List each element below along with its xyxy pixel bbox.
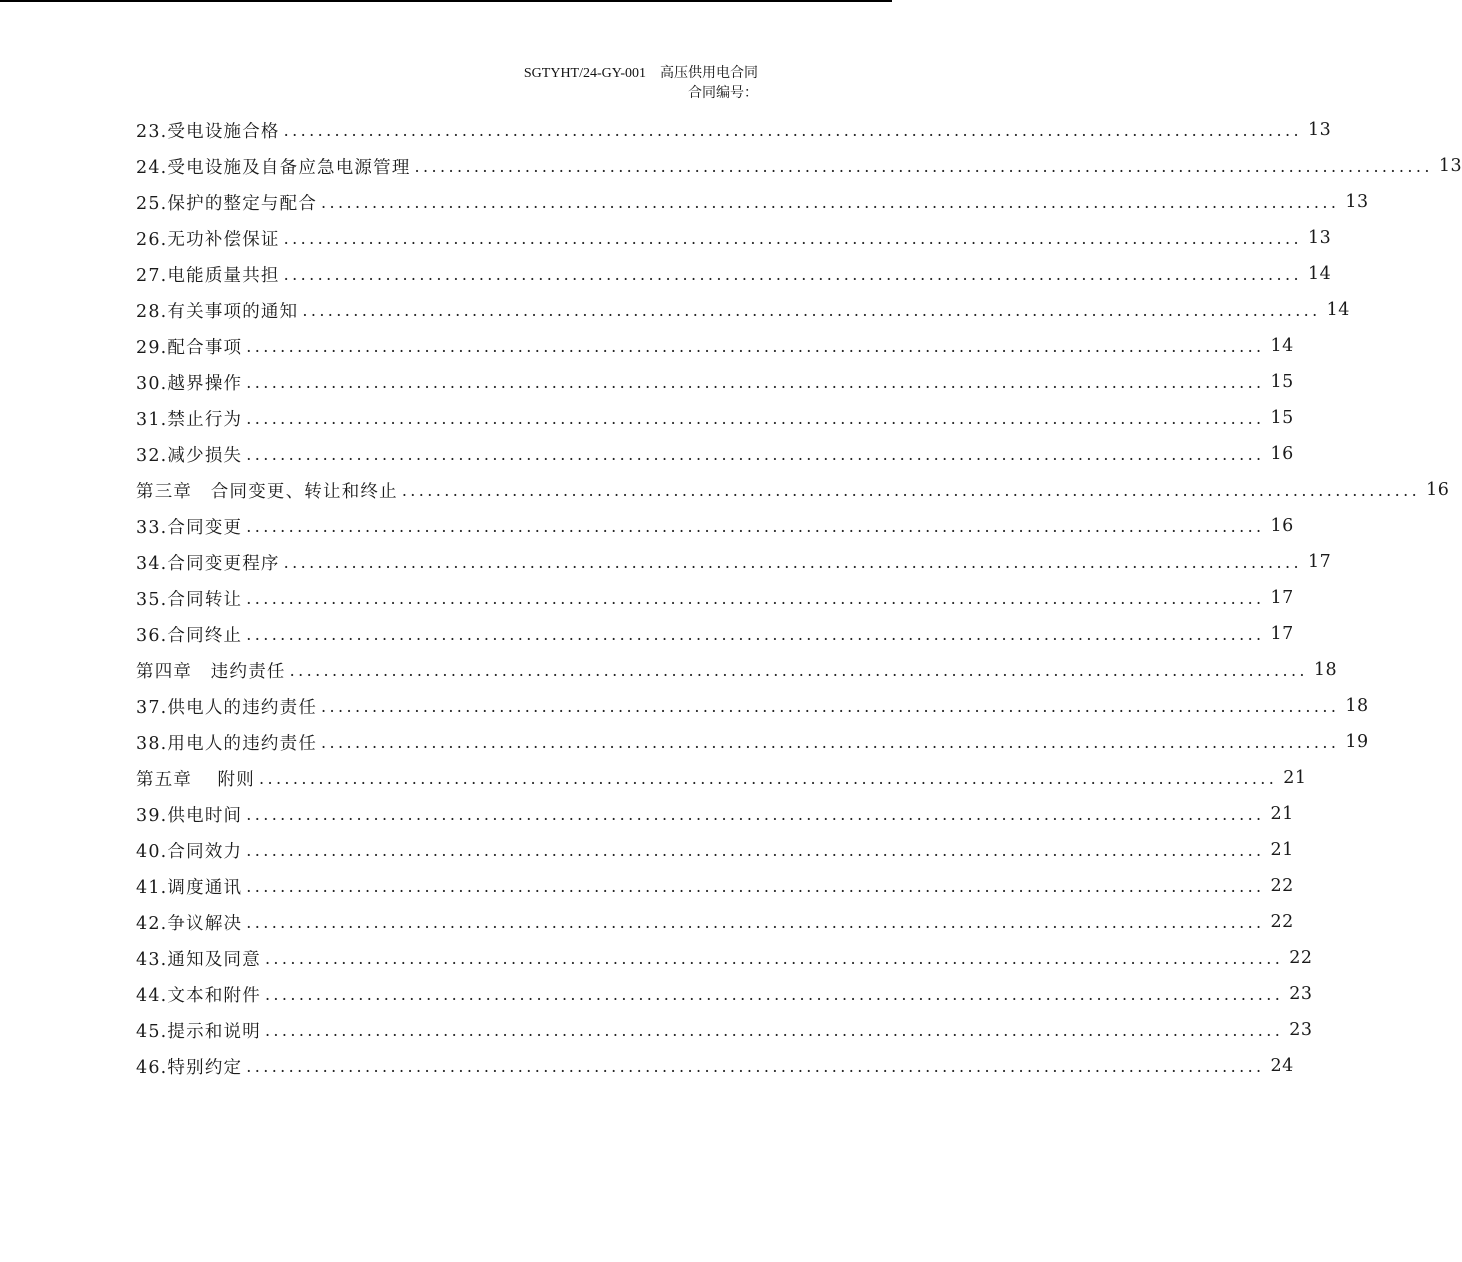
toc-entry-page: 17 [1270, 588, 1294, 608]
toc-entry-label: 42.争议解决 [136, 913, 243, 934]
toc-entry-page: 13 [1345, 192, 1369, 212]
toc-entry-label: 25.保护的整定与配合 [136, 193, 318, 214]
toc-chapter-entry[interactable] [136, 472, 1450, 508]
toc-entry-page: 22 [1289, 948, 1313, 968]
toc-entry-page: 21 [1270, 804, 1294, 824]
toc-entry-label: 31.禁止行为 [136, 409, 243, 430]
toc-entry-page: 17 [1270, 624, 1294, 644]
toc-entry[interactable] [136, 400, 1294, 436]
toc-entry-page: 14 [1326, 300, 1350, 320]
toc-entry-label: 38.用电人的违约责任 [136, 733, 318, 754]
toc-entry-page: 13 [1307, 228, 1332, 248]
toc-entry[interactable] [136, 688, 1369, 724]
toc-entry-label: 30.越界操作 [136, 373, 243, 394]
toc-entry-label: 43.通知及同意 [136, 949, 261, 970]
toc-entry-page: 23 [1289, 984, 1313, 1004]
toc-entry[interactable] [136, 976, 1313, 1012]
toc-entry[interactable] [136, 580, 1294, 616]
toc-entry-label: 40.合同效力 [136, 841, 243, 862]
contract-number-label: 合同编号： [688, 86, 758, 101]
toc-entry-label: 26.无功补偿保证 [136, 229, 280, 250]
toc-entry-page: 14 [1270, 336, 1294, 356]
dot-leader: ........................................................................................................................ [246, 624, 1265, 644]
toc-entry-page: 16 [1270, 516, 1294, 536]
toc-entry-page: 13 [1438, 156, 1462, 176]
toc-entry[interactable] [136, 508, 1294, 544]
toc-entry[interactable] [136, 1012, 1313, 1048]
toc-entry[interactable] [136, 328, 1294, 364]
toc-entry-page: 18 [1345, 696, 1369, 716]
dot-leader: ........................................................................................................................ [264, 948, 1284, 968]
toc-entry-label: 34.合同变更程序 [136, 553, 280, 574]
dot-leader: ........................................................................................................................ [246, 372, 1265, 392]
dot-leader: ........................................................................................................................ [246, 1056, 1265, 1076]
dot-leader: ........................................................................................................................ [246, 840, 1265, 860]
toc-entry-label: 32.减少损失 [136, 445, 243, 466]
toc-entry-label: 41.调度通讯 [136, 877, 243, 898]
toc-entry-page: 17 [1307, 552, 1332, 572]
page-header [524, 64, 758, 104]
dot-leader: ........................................................................................................................ [414, 156, 1433, 176]
toc-entry-label: 23.受电设施合格 [136, 121, 280, 142]
dot-leader: ........................................................................................................................ [246, 876, 1265, 896]
toc-entry-page: 18 [1313, 660, 1338, 680]
toc-entry[interactable] [136, 364, 1294, 400]
toc-entry-label: 27.电能质量共担 [136, 265, 280, 286]
header-title-row [524, 64, 758, 84]
dot-leader: ........................................................................................................................ [321, 696, 1340, 716]
toc-entry-page: 23 [1289, 1020, 1313, 1040]
toc-entry[interactable] [136, 796, 1294, 832]
toc-entry-page: 22 [1270, 876, 1294, 896]
toc-entry-label: 33.合同变更 [136, 517, 243, 538]
toc-entry-page: 22 [1270, 912, 1294, 932]
dot-leader: ........................................................................................................................ [401, 480, 1421, 500]
dot-leader: ........................................................................................................................ [283, 228, 1302, 248]
dot-leader: ........................................................................................................................ [283, 120, 1302, 140]
dot-leader: ........................................................................................................................ [289, 660, 1308, 680]
toc-entry[interactable] [136, 1048, 1294, 1084]
toc-entry[interactable] [136, 940, 1313, 976]
toc-entry-page: 14 [1307, 264, 1332, 284]
toc-entry[interactable] [136, 436, 1294, 472]
toc-entry-label: 36.合同终止 [136, 625, 243, 646]
toc-chapter-label: 第五章 附则 [136, 769, 255, 790]
toc-entry[interactable] [136, 544, 1332, 580]
dot-leader: ........................................................................................................................ [302, 300, 1321, 320]
document-title: 高压供用电合同 [660, 66, 758, 81]
dot-leader: ........................................................................................................................ [246, 804, 1265, 824]
toc-entry-page: 13 [1307, 120, 1332, 140]
dot-leader: ........................................................................................................................ [246, 336, 1265, 356]
dot-leader: ........................................................................................................................ [264, 1020, 1284, 1040]
toc-entry[interactable] [136, 148, 1462, 184]
toc-entry[interactable] [136, 256, 1332, 292]
toc-entry[interactable] [136, 184, 1369, 220]
dot-leader: ........................................................................................................................ [321, 732, 1340, 752]
dot-leader: ........................................................................................................................ [246, 408, 1265, 428]
toc-entry-label: 28.有关事项的通知 [136, 301, 299, 322]
toc-entry-label: 45.提示和说明 [136, 1021, 261, 1042]
toc-chapter-label: 第三章 合同变更、转让和终止 [136, 481, 398, 502]
toc-entry[interactable] [136, 292, 1350, 328]
toc-entry[interactable] [136, 724, 1369, 760]
toc-entry-label: 46.特别约定 [136, 1057, 243, 1078]
document-code: SGTYHT/24-GY-001 [523, 66, 646, 81]
toc-entry[interactable] [136, 112, 1332, 148]
dot-leader: ........................................................................................................................ [246, 516, 1265, 536]
table-of-contents [136, 112, 1462, 1084]
toc-entry-label: 29.配合事项 [136, 337, 243, 358]
toc-entry[interactable] [136, 868, 1294, 904]
dot-leader: ........................................................................................................................ [283, 264, 1302, 284]
toc-chapter-entry[interactable] [136, 760, 1307, 796]
toc-entry-label: 37.供电人的违约责任 [136, 697, 318, 718]
toc-entry-page: 15 [1270, 408, 1294, 428]
toc-entry-label: 44.文本和附件 [136, 985, 261, 1006]
toc-entry-page: 16 [1426, 480, 1450, 500]
toc-entry-label: 35.合同转让 [136, 589, 243, 610]
dot-leader: ........................................................................................................................ [283, 552, 1302, 572]
toc-entry[interactable] [136, 904, 1294, 940]
toc-entry[interactable] [136, 616, 1294, 652]
toc-entry-label: 39.供电时间 [136, 805, 243, 826]
toc-entry-page: 15 [1270, 372, 1294, 392]
toc-chapter-entry[interactable] [136, 652, 1338, 688]
toc-entry[interactable] [136, 220, 1332, 256]
toc-entry-page: 24 [1270, 1056, 1294, 1076]
toc-entry[interactable] [136, 832, 1294, 868]
dot-leader: ........................................................................................................................ [321, 192, 1340, 212]
dot-leader: ........................................................................................................................ [246, 912, 1265, 932]
toc-chapter-label: 第四章 违约责任 [136, 661, 286, 682]
dot-leader: ........................................................................................................................ [246, 444, 1265, 464]
dot-leader: ........................................................................................................................ [258, 768, 1278, 788]
top-border-line [0, 0, 892, 2]
toc-entry-page: 19 [1345, 732, 1369, 752]
toc-entry-page: 21 [1283, 768, 1307, 788]
toc-entry-page: 21 [1270, 840, 1294, 860]
toc-entry-page: 16 [1270, 444, 1294, 464]
dot-leader: ........................................................................................................................ [264, 984, 1284, 1004]
toc-entry-label: 24.受电设施及自备应急电源管理 [136, 157, 411, 178]
dot-leader: ........................................................................................................................ [246, 588, 1265, 608]
